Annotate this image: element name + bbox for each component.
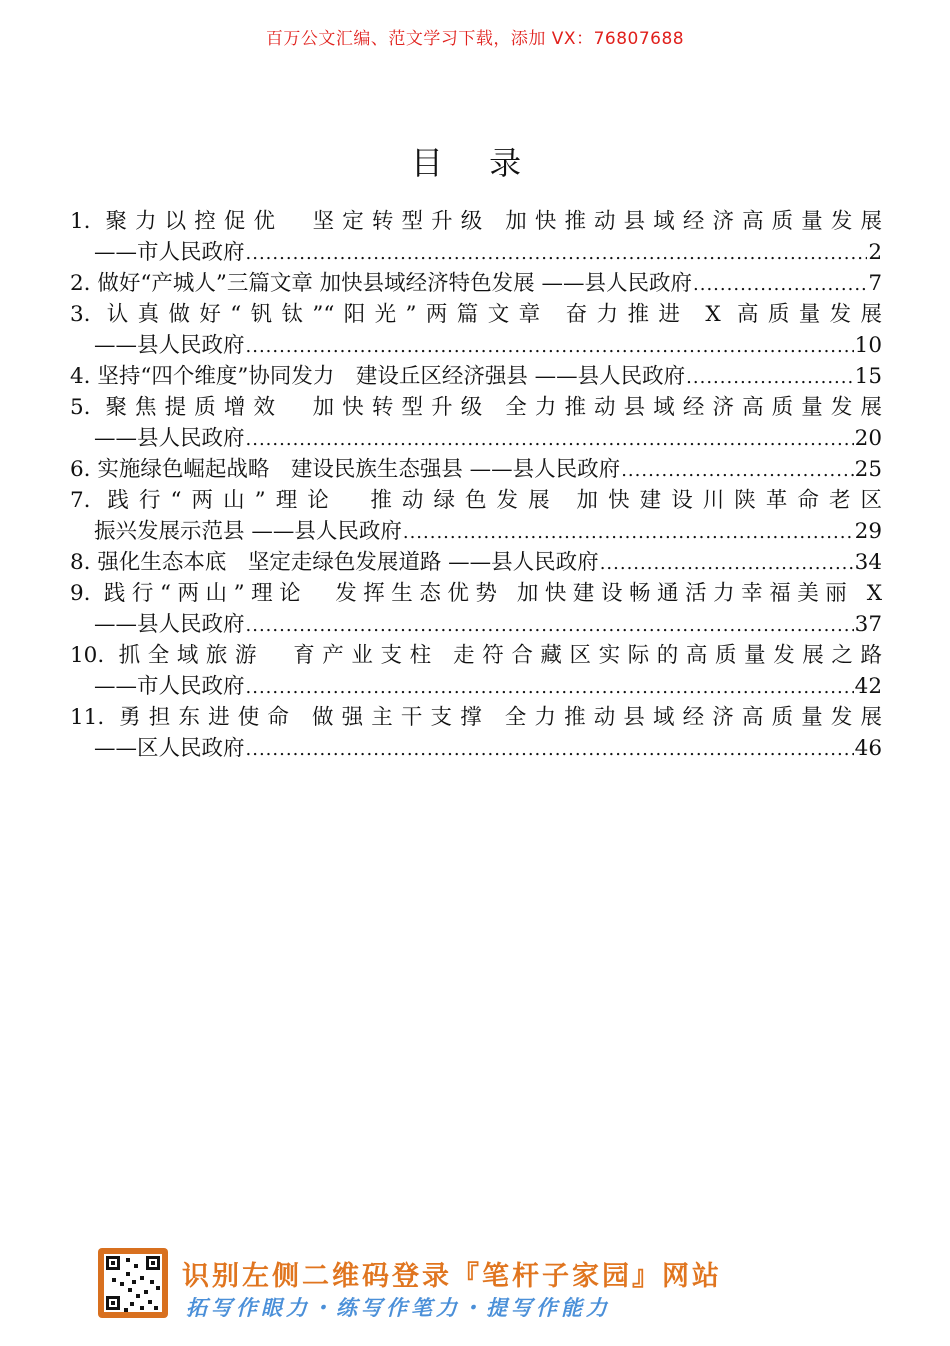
toc-entry-leader [70,268,882,299]
toc-entry-leader [70,671,882,702]
toc-entry-4[interactable] [70,361,882,392]
dot-leader [600,548,854,579]
toc-page-number: 2 [868,240,882,265]
toc-entry-leader [70,516,882,547]
toc-entry-leader [70,733,882,764]
toc-entry-9[interactable] [70,578,882,640]
toc-entry-title: 11. 勇担东进使命 做强主干支撑 全力推动县域经济高质量发展 [70,705,882,730]
toc-entry-title: 5. 聚焦提质增效 加快转型升级 全力推动县域经济高质量发展 [70,395,882,420]
dot-leader [246,610,854,641]
toc-entry-2[interactable] [70,268,882,299]
toc-entry-leader [70,237,882,268]
toc-entry-leader [70,423,882,454]
toc-page-number: 25 [854,457,882,482]
dot-leader [246,331,854,362]
table-of-contents [70,206,882,764]
toc-entry-5[interactable] [70,392,882,454]
toc-entry-author: ——市人民政府 [94,240,245,265]
dot-leader [246,734,854,765]
toc-page-number: 15 [854,364,882,389]
dot-leader [246,238,868,269]
dot-leader [403,517,854,548]
toc-entry-author: ——市人民政府 [94,674,245,699]
banner-slogan: 拓写作眼力・练写作笔力・提写作能力 [186,1296,611,1320]
toc-entry-11[interactable] [70,702,882,764]
toc-entry-author: ——区人民政府 [94,736,245,761]
toc-page-number: 7 [868,271,882,296]
banner-headline: 识别左侧二维码登录『笔杆子家园』网站 [182,1261,722,1292]
toc-page-number: 20 [854,426,882,451]
page-title: 目 录 [410,144,540,182]
toc-entry-6[interactable] [70,454,882,485]
toc-entry-author: 振兴发展示范县 ——县人民政府 [94,519,402,544]
toc-entry-title: 10. 抓全域旅游 育产业支柱 走符合藏区实际的高质量发展之路 [70,643,882,668]
dot-leader [246,672,854,703]
toc-entry-title: 4. 坚持“四个维度”协同发力 建设丘区经济强县 ——县人民政府 [70,364,686,389]
toc-entry-10[interactable] [70,640,882,702]
toc-entry-title: 1. 聚力以控促优 坚定转型升级 加快推动县域经济高质量发展 [70,209,882,234]
toc-page-number: 46 [854,736,882,761]
toc-entry-title: 2. 做好“产城人”三篇文章 加快县域经济特色发展 ——县人民政府 [70,271,693,296]
toc-page-number: 42 [854,674,882,699]
dot-leader [621,455,853,486]
header-note: 百万公文汇编、范文学习下载，添加 VX：76807688 [265,29,685,49]
toc-entry-leader [70,547,882,578]
footer-banner[interactable] [98,1248,858,1320]
toc-entry-title: 6. 实施绿色崛起战略 建设民族生态强县 ——县人民政府 [70,457,621,482]
toc-entry-author: ——县人民政府 [94,426,245,451]
toc-entry-title: 3. 认真做好“钒钛”“阳光”两篇文章 奋力推进 X 高质量发展 [70,302,882,327]
toc-entry-leader [70,330,882,361]
dot-leader [686,362,853,393]
dot-leader [693,269,867,300]
toc-entry-leader [70,454,882,485]
toc-entry-author: ——县人民政府 [94,612,245,637]
toc-entry-title: 9. 践行“两山”理论 发挥生态优势 加快建设畅通活力幸福美丽 X [70,581,882,606]
toc-entry-leader [70,609,882,640]
toc-page-number: 10 [854,333,882,358]
qr-code-icon[interactable] [98,1248,168,1318]
toc-entry-3[interactable] [70,299,882,361]
toc-entry-7[interactable] [70,485,882,547]
toc-entry-1[interactable] [70,206,882,268]
toc-entry-leader [70,361,882,392]
dot-leader [246,424,854,455]
toc-entry-author: ——县人民政府 [94,333,245,358]
toc-entry-title: 7. 践行“两山”理论 推动绿色发展 加快建设川陕革命老区 [70,488,882,513]
toc-entry-8[interactable] [70,547,882,578]
toc-page-number: 29 [854,519,882,544]
toc-page-number: 34 [854,550,882,575]
toc-page-number: 37 [854,612,882,637]
toc-entry-title: 8. 强化生态本底 坚定走绿色发展道路 ——县人民政府 [70,550,599,575]
